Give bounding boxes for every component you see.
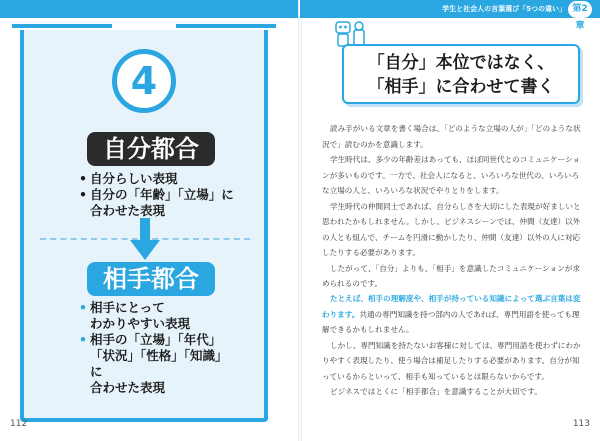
self-centered-label: 自分都合 xyxy=(87,132,215,166)
body-text xyxy=(322,291,584,400)
paragraph xyxy=(322,291,584,338)
paragraph: しかし、専門知識を持たないお客様に対しては、専門用語を使わずにわかりやすく表現したり、使う場合は補足したりする必要があります。自分が知っているからといって、相手も知っているとは限らないからです。 xyxy=(322,340,581,381)
body-text xyxy=(322,121,584,292)
page-number: 112 xyxy=(10,419,28,429)
right-page xyxy=(300,0,600,441)
list-item xyxy=(79,316,239,332)
list-item xyxy=(79,380,239,396)
list-item xyxy=(79,348,239,380)
section-title-line: 「自分」本位ではなく、 xyxy=(367,53,555,73)
paragraph: ビジネスではとくに「相手都合」を意識することが大切です。 xyxy=(330,387,542,396)
list-item: • 自分らしい表現 xyxy=(79,171,239,187)
list-item: • 相手の「立場」「年代」 xyxy=(79,332,239,348)
list-item: • 相手にとって xyxy=(79,300,239,316)
section-title-line: 「相手」に合わせて書く xyxy=(367,77,555,97)
list-item-continuation: わかりやすい表現 xyxy=(90,316,191,331)
paragraph: 読み手がいる文章を書く場合は、「どのような立場の人が」「どのような状況で」読むのかを意識します。 xyxy=(322,124,581,149)
self-centered-list xyxy=(79,171,239,219)
page-number: 113 xyxy=(572,419,590,429)
chapter-badge: 第2章 xyxy=(568,1,592,18)
paragraph-rest: 共通の専門知識を持つ部内の人であれば、専門用語を使っても理解できるかもしれません。 xyxy=(322,309,580,334)
list-item-continuation: 合わせた表現 xyxy=(90,203,166,218)
paragraph: 学生時代の仲間同士であれば、自分らしさを大切にした表現が好ましいと思われたかもしれません。しかし、ビジネスシーンでは、仲間（友達）以外の人とも組んで、チームを円滑に動かしたり、仲間（友達）以外の人に対応したりする必要があります。 xyxy=(322,201,581,257)
other-centered-label: 相手都合 xyxy=(87,262,215,296)
panel-top-border xyxy=(176,24,276,28)
list-item: • 自分の「年齢」「立場」に xyxy=(79,187,239,203)
number-badge: 4 xyxy=(112,49,176,113)
section-title-box xyxy=(342,44,580,104)
running-head: 学生と社会人の言葉選び「5つの違い」 xyxy=(442,5,566,13)
panel-top-border xyxy=(12,24,112,28)
other-centered-list xyxy=(79,300,239,396)
paragraph: 学生時代は、多少の年齢差はあっても、ほぼ同世代とのコミュニケーションが多いものです。一方で、社会人になると、いろいろな世代の、いろいろな立場の人と、いろいろな状況でやりとりをします。 xyxy=(322,155,581,195)
down-arrow-icon xyxy=(130,218,160,260)
top-band xyxy=(0,0,300,18)
list-item-continuation: 「状況」「性格」「知識」に xyxy=(90,348,228,379)
paragraph: したがって、「自分」よりも、「相手」を意識したコミュニケーションが求められるのです。 xyxy=(322,263,580,288)
highlighted-text: たとえば、相手の理解度や、相手が持っている知識によって選ぶ言葉は変わります。 xyxy=(322,294,581,319)
list-item-continuation: 合わせた表現 xyxy=(90,380,166,395)
list-item xyxy=(79,203,239,219)
